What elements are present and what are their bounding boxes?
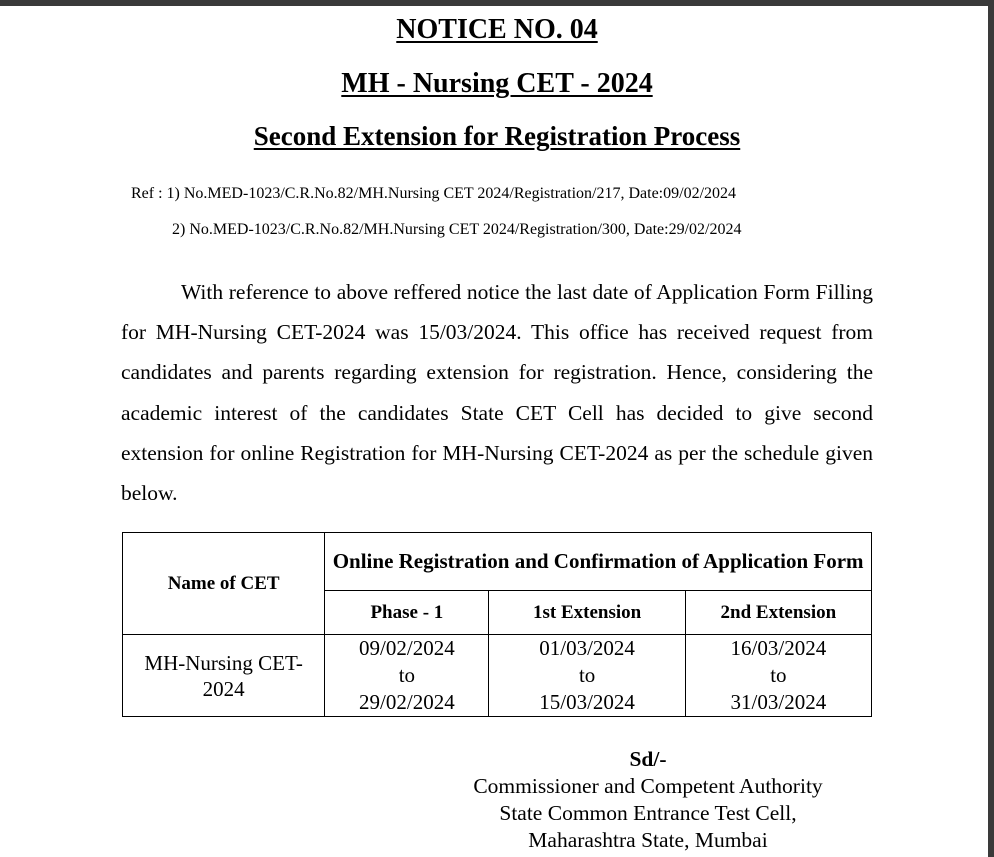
schedule-table [122,532,872,717]
header-name-of-cet: Name of CET [123,533,325,635]
header-phase-1: Phase - 1 [325,591,489,635]
signature-title: Commissioner and Competent Authority [473,774,823,798]
signature-office: State Common Entrance Test Cell, [499,801,797,825]
signature-sd: Sd/- [629,747,667,771]
2nd-extension-dates [685,635,871,717]
date-to: 31/03/2024 [730,690,827,714]
signature-location: Maharashtra State, Mumbai [528,828,768,852]
date-to: 15/03/2024 [539,690,635,714]
1st-extension-dates [489,635,685,717]
notice-subject: Second Extension for Registration Process [253,121,741,151]
cet-name-cell: MH-Nursing CET-2024 [123,635,325,717]
date-separator: to [578,663,596,687]
reference-1: Ref : 1) No.MED-1023/C.R.No.82/MH.Nursing CET 2024/Registration/217, Date:09/02/2024 [131,185,737,202]
date-from: 01/03/2024 [539,636,635,660]
notice-body: With reference to above reffered notice the last date of Application Form Filling for MH-Nursing CET-2024 was 15/03/2024. This office has received request from candidates and parents regarding extension for registration. Hence, considering the academic interest of the candidates State CET Cell has decided to give second extension for online Registration for MH-Nursing CET-2024 as per the schedule given below. [121,280,873,506]
table-header-row [123,533,872,591]
table-row [123,635,872,717]
exam-title: MH - Nursing CET - 2024 [341,68,653,99]
date-from: 09/02/2024 [359,636,455,660]
date-from: 16/03/2024 [730,636,827,660]
header-1st-extension: 1st Extension [489,591,685,635]
date-separator: to [398,663,416,687]
phase-1-dates [325,635,489,717]
date-to: 29/02/2024 [359,690,455,714]
header-registration-group: Online Registration and Confirmation of Application Form [325,533,872,591]
notice-number: NOTICE NO. 04 [396,14,598,45]
date-separator: to [770,663,787,687]
reference-2: 2) No.MED-1023/C.R.No.82/MH.Nursing CET 2024/Registration/300, Date:29/02/2024 [172,221,742,238]
header-2nd-extension: 2nd Extension [685,591,871,635]
